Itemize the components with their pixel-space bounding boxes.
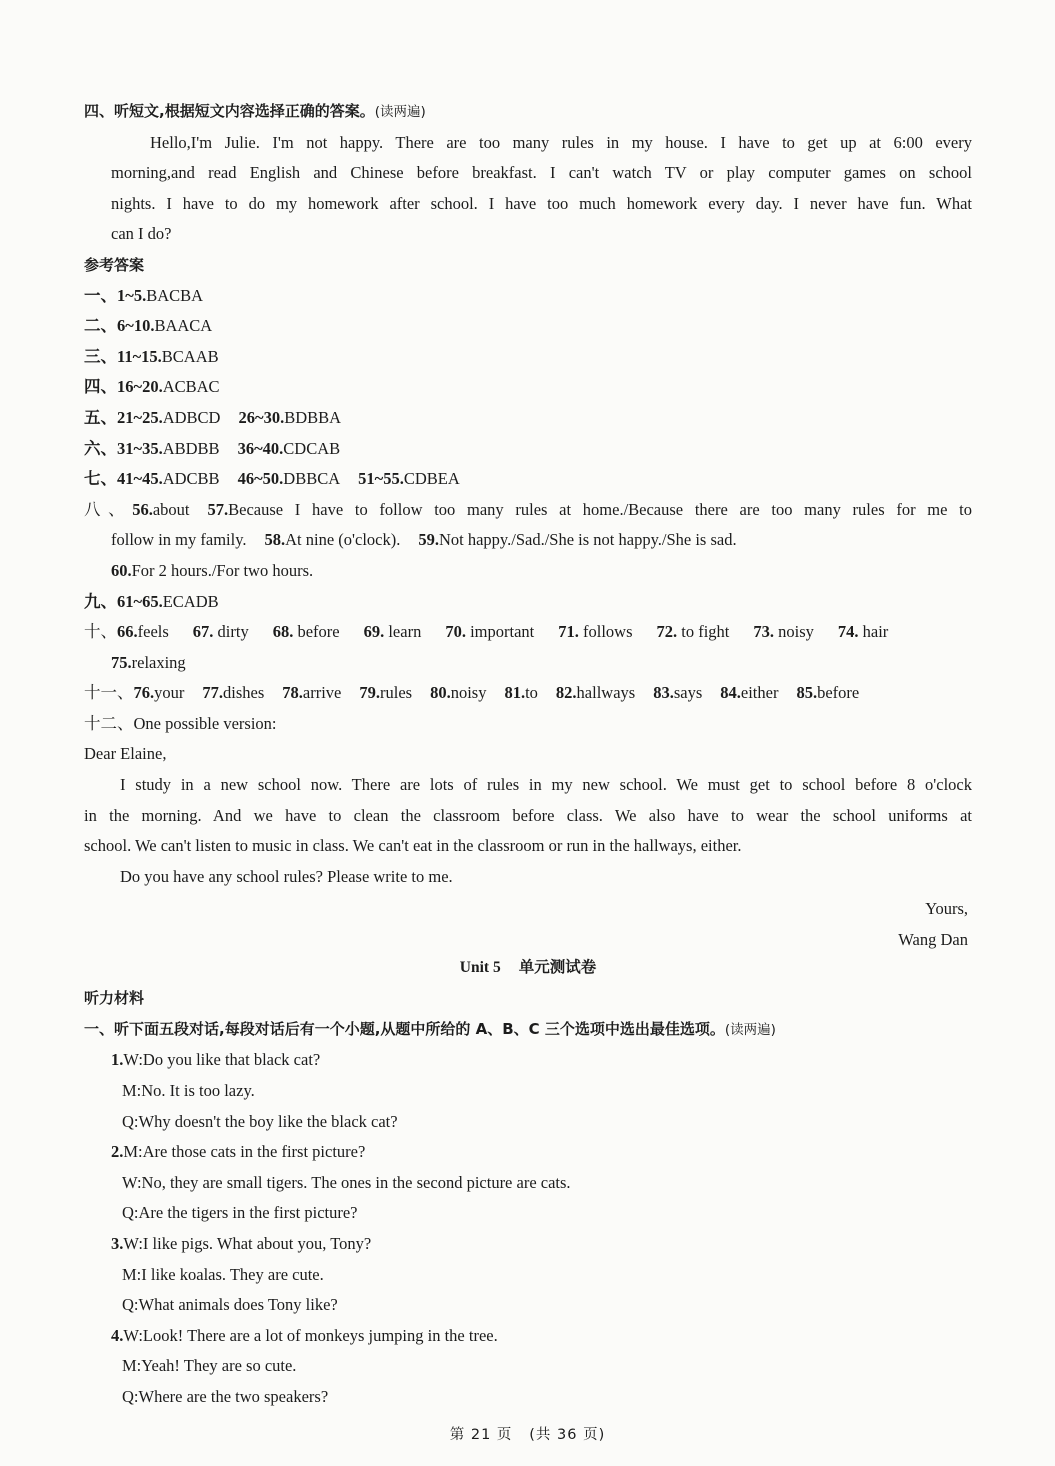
- part-10-line-2: [84, 648, 972, 679]
- answer-text: your: [154, 683, 185, 703]
- part-8-prefix: 八、: [84, 499, 133, 519]
- answer-number: 68.: [272, 622, 294, 642]
- answer-number: 75.: [111, 652, 132, 672]
- dialog-4-line-2: M:Yeah! They are so cute.: [122, 1356, 297, 1376]
- answer-number: 57.: [207, 499, 229, 519]
- answer-number: 79.: [359, 683, 380, 703]
- answer-row-2: [84, 311, 972, 342]
- answer-row-7: [84, 464, 972, 495]
- answer-number: 69.: [363, 622, 385, 642]
- answer-number: 59.: [418, 530, 439, 550]
- answer-text: noisy: [778, 622, 814, 642]
- answer-row-1: [84, 281, 972, 312]
- answer-number: 66.: [117, 622, 138, 642]
- letter-closing: Yours,: [925, 899, 968, 919]
- section-4-note: (读两遍): [374, 104, 426, 120]
- answer-number: 四、16~20.: [84, 377, 163, 397]
- dialog-text: W:Look! There are a lot of monkeys jumping in the tree.: [123, 1325, 498, 1345]
- answer-text: ACBAC: [162, 377, 220, 397]
- dialog-number: 2.: [111, 1142, 124, 1162]
- dialog-number: 4.: [111, 1325, 124, 1345]
- part-8-line-3: [84, 556, 972, 587]
- answer-text: feels: [137, 622, 169, 642]
- answer-number: 72.: [656, 622, 678, 642]
- answer-text: hair: [862, 622, 889, 642]
- answer-text: to fight: [681, 622, 730, 642]
- answer-number: 五、21~25.: [84, 407, 163, 427]
- part-8-line-2: [84, 525, 972, 556]
- answer-number: 46~50.: [237, 469, 284, 489]
- page-number: 第 21 页: [449, 1427, 513, 1443]
- answer-number: 67.: [192, 622, 214, 642]
- answer-text: about: [152, 499, 190, 519]
- part-10-prefix: 十、: [84, 622, 117, 642]
- answer-text: follow in my family.: [111, 530, 247, 550]
- unit-title-label: Unit 5: [459, 958, 501, 976]
- answer-number: 70.: [445, 622, 466, 642]
- dialog-3-line-3: Q:What animals does Tony like?: [122, 1295, 338, 1315]
- answer-text: ADCBB: [162, 469, 220, 489]
- part-10-line-1: [84, 617, 972, 648]
- answer-text: DBBCA: [283, 469, 341, 489]
- answer-text: hallways: [576, 683, 636, 703]
- dialog-4-line-3: Q:Where are the two speakers?: [122, 1386, 329, 1406]
- letter-signature: Wang Dan: [898, 930, 968, 950]
- passage-line-3: nights. I have to do my homework after school. I have too much homework every day. I never have fun. What: [111, 193, 972, 213]
- dialog-text: W:I like pigs. What about you, Tony?: [123, 1233, 372, 1253]
- answer-text: For 2 hours./For two hours.: [131, 560, 314, 580]
- answer-number: 71.: [558, 622, 579, 642]
- answer-number: 九、61~65.: [84, 591, 163, 611]
- answer-text: BAACA: [154, 316, 213, 336]
- dialog-4-line-1: [84, 1321, 972, 1352]
- answers-heading: 参考答案: [84, 255, 145, 274]
- unit-title: [84, 952, 972, 984]
- letter-greeting: Dear Elaine,: [84, 744, 167, 764]
- dialog-1-line-1: [84, 1045, 972, 1076]
- answer-text: relaxing: [131, 652, 186, 672]
- answer-text: Not happy./Sad./She is not happy./She is sad.: [438, 530, 737, 550]
- unit5-instruction-text: 一、听下面五段对话,每段对话后有一个小题,从题中所给的 A、B、C 三个选项中选出最佳选项。: [84, 1019, 725, 1038]
- answer-text: arrive: [302, 683, 342, 703]
- answer-number: 80.: [430, 683, 451, 703]
- part-11-prefix: 十一、: [84, 683, 134, 703]
- section-4-heading: [84, 96, 972, 128]
- answer-number: 51~55.: [358, 469, 404, 489]
- answer-number: 81.: [504, 683, 526, 703]
- answer-number: 60.: [111, 560, 132, 580]
- answer-text: ABDBB: [162, 438, 220, 458]
- unit-subtitle: 单元测试卷: [518, 957, 597, 976]
- unit5-instruction: [84, 1014, 972, 1046]
- answer-number: 77.: [202, 683, 223, 703]
- answer-text: At nine (o'clock).: [285, 530, 401, 550]
- answer-text: says: [673, 683, 703, 703]
- answer-text: before: [297, 622, 340, 642]
- answer-row-5: [84, 403, 972, 434]
- answer-text: to: [525, 683, 538, 703]
- dialog-2-line-1: [84, 1137, 972, 1168]
- dialog-1-line-3: Q:Why doesn't the boy like the black cat?: [122, 1111, 398, 1131]
- page-content: [84, 96, 972, 1413]
- answer-number: 78.: [282, 683, 303, 703]
- passage-line-1: Hello,I'm Julie. I'm not happy. There are too many rules in my house. I have to get up at 6:00 every: [150, 132, 972, 152]
- answer-number: 三、11~15.: [84, 346, 162, 366]
- answer-number: 七、41~45.: [84, 469, 163, 489]
- answer-text: ECADB: [162, 591, 219, 611]
- part-9-line: [84, 587, 972, 618]
- listening-heading: 听力材料: [84, 989, 145, 1008]
- section-4-heading-text: 四、听短文,根据短文内容选择正确的答案。: [84, 102, 375, 120]
- answer-number: 73.: [753, 622, 774, 642]
- dialog-text: M:Are those cats in the first picture?: [123, 1142, 366, 1162]
- answer-number: 26~30.: [238, 407, 285, 427]
- part-12-intro: 十二、One possible version:: [84, 713, 277, 733]
- page-footer: [0, 1420, 1055, 1451]
- dialog-number: 1.: [111, 1050, 124, 1070]
- dialog-1-line-2: M:No. It is too lazy.: [122, 1081, 255, 1100]
- answer-number: 36~40.: [237, 438, 284, 458]
- dialog-3-line-1: [84, 1229, 972, 1260]
- dialog-2-line-2: W:No, they are small tigers. The ones in the second picture are cats.: [122, 1172, 571, 1192]
- answer-text: rules: [379, 683, 413, 703]
- letter-line-3: school. We can't listen to music in class. We can't eat in the classroom or run in the hallways, either.: [84, 836, 742, 856]
- answer-text: BACBA: [146, 285, 204, 305]
- dialog-text: W:Do you like that black cat?: [123, 1050, 321, 1070]
- answer-row-6: [84, 434, 972, 465]
- page-total: (共 36 页): [529, 1427, 606, 1443]
- answer-number: 85.: [796, 683, 818, 703]
- answer-text: dirty: [217, 622, 249, 642]
- answer-text: BCAAB: [161, 346, 219, 366]
- answer-text: follows: [582, 622, 633, 642]
- answer-text: important: [470, 622, 535, 642]
- letter-line-2: in the morning. And we have to clean the classroom before class. We also have to wear the school uniforms at: [84, 805, 972, 825]
- answer-number: 二、6~10.: [84, 316, 155, 336]
- answer-text: Because I have to follow too many rules at home./Because there are too many rules for me to: [228, 499, 973, 519]
- answer-number: 一、1~5.: [84, 285, 147, 305]
- dialog-3-line-2: M:I like koalas. They are cute.: [122, 1264, 324, 1284]
- answer-text: either: [740, 683, 779, 703]
- letter-line-1: I study in a new school now. There are lots of rules in my new school. We must get to school before 8 o'clock: [120, 775, 972, 795]
- answer-row-4: [84, 372, 972, 403]
- answer-number: 六、31~35.: [84, 438, 163, 458]
- letter-line-4: Do you have any school rules? Please write to me.: [120, 866, 453, 886]
- answer-number: 74.: [837, 622, 859, 642]
- answer-text: ADBCD: [162, 407, 221, 427]
- answer-text: learn: [388, 622, 422, 642]
- answer-number: 56.: [132, 499, 153, 519]
- answer-row-3: [84, 342, 972, 373]
- dialog-number: 3.: [111, 1233, 124, 1253]
- answer-text: before: [817, 683, 860, 703]
- passage-line-2: morning,and read English and Chinese before breakfast. I can't watch TV or play computer games on school: [111, 163, 972, 183]
- answer-text: CDCAB: [283, 438, 341, 458]
- answer-text: noisy: [450, 683, 487, 703]
- answer-number: 58.: [264, 530, 286, 550]
- passage-line-4: can I do?: [111, 224, 172, 244]
- answer-text: BDBBA: [284, 407, 342, 427]
- answer-number: 82.: [555, 683, 577, 703]
- answer-number: 76.: [133, 683, 155, 703]
- answer-text: CDBEA: [403, 469, 460, 489]
- part-11-line: [84, 678, 972, 709]
- answer-text: dishes: [223, 683, 265, 703]
- answer-number: 83.: [653, 683, 674, 703]
- unit5-instruction-note: (读两遍): [724, 1021, 776, 1038]
- dialog-2-line-3: Q:Are the tigers in the first picture?: [122, 1203, 358, 1223]
- answer-number: 84.: [720, 683, 741, 703]
- part-8-line-1: [84, 495, 972, 526]
